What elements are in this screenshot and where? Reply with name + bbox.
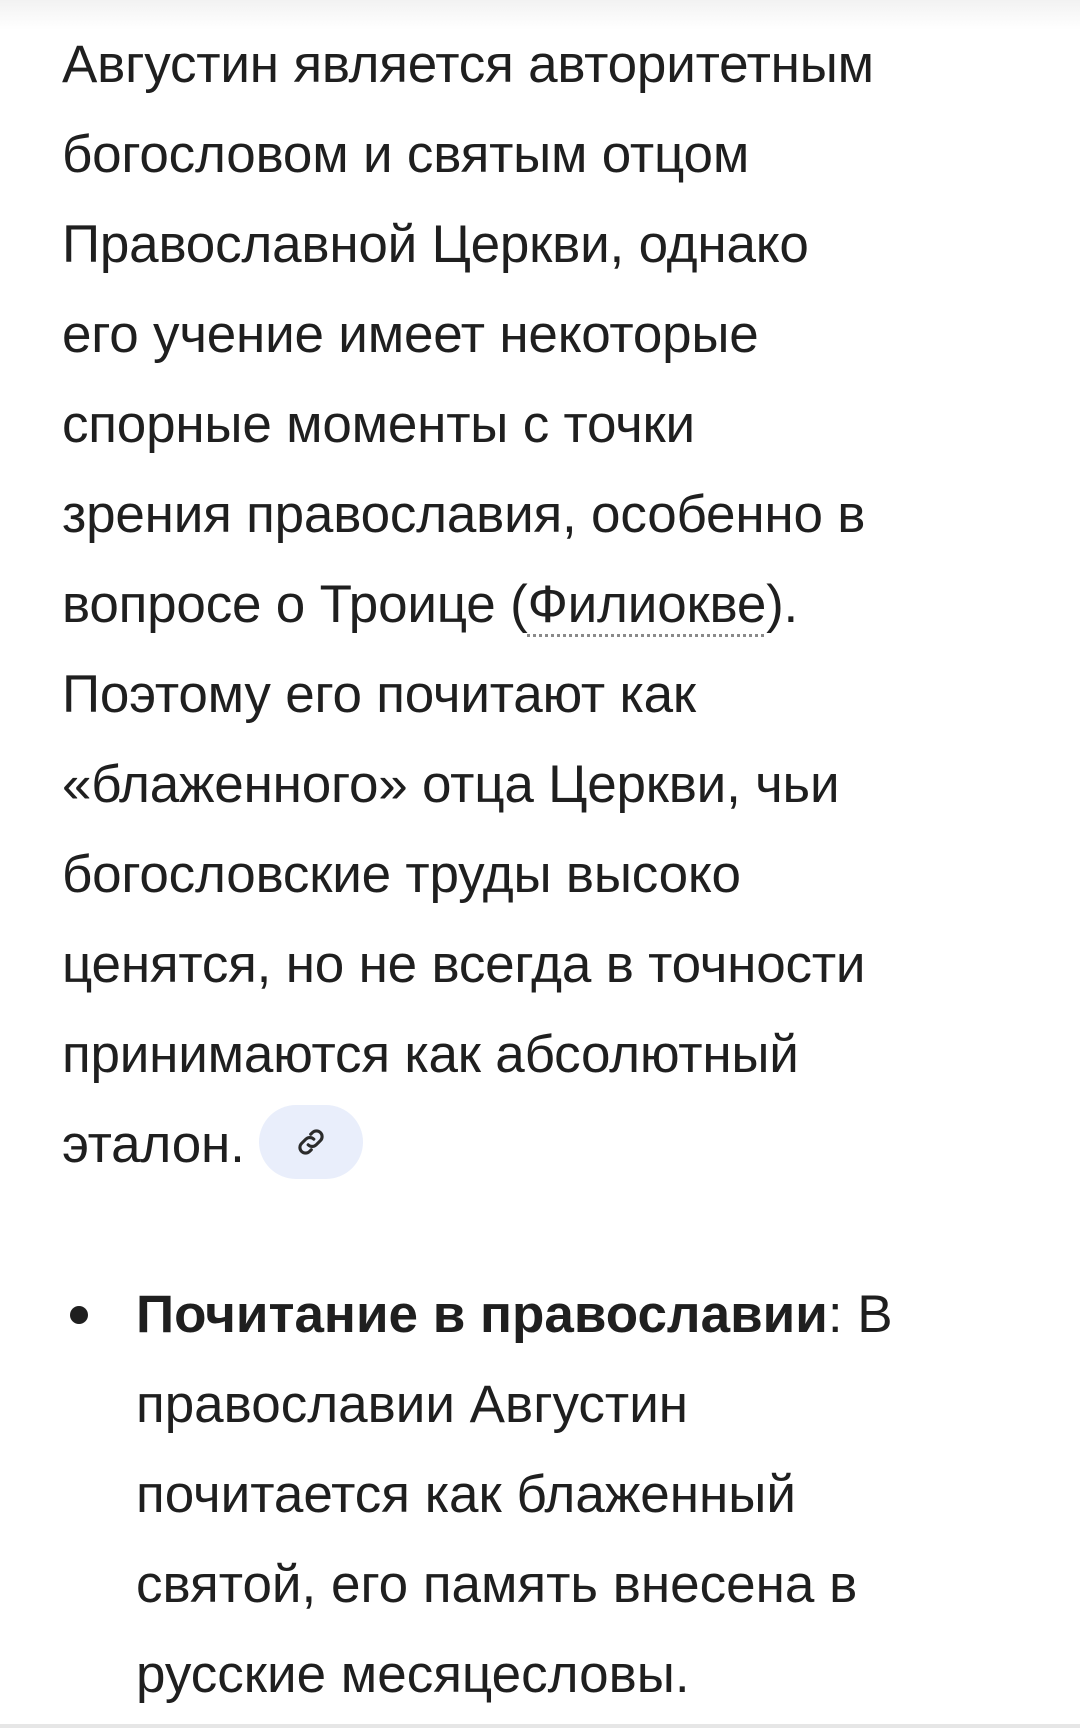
text-segment: ).: [766, 575, 799, 634]
paragraph-line: его учение имеет некоторые: [62, 305, 759, 364]
paragraph-line: принимаются как абсолютный: [62, 1025, 799, 1084]
list-item: [136, 1270, 1066, 1720]
paragraph-line: богословом и святым отцом: [62, 125, 750, 184]
paragraph-line: «блаженного» отца Церкви, чьи: [62, 755, 840, 814]
paragraph-line: [62, 1100, 1052, 1190]
list-item-heading: Почитание в православии: [136, 1285, 828, 1344]
list-item-line: русские месяцесловы.: [136, 1645, 690, 1704]
text-segment: вопросе о Троице (: [62, 575, 528, 634]
source-link-button[interactable]: [259, 1105, 363, 1179]
list-item-line: православии Августин: [136, 1375, 689, 1434]
paragraph-line: Августин является авторитетным: [62, 35, 874, 94]
paragraph-line: Православной Церкви, однако: [62, 215, 809, 274]
list-item-line: святой, его память внесена в: [136, 1555, 858, 1614]
list-item-line: почитается как блаженный: [136, 1465, 796, 1524]
list-item-first-line: [136, 1270, 1066, 1360]
text-segment: : В: [827, 1285, 893, 1344]
paragraph-line: зрения православия, особенно в: [62, 485, 866, 544]
text-segment: эталон.: [62, 1115, 245, 1174]
answer-paragraph: [62, 20, 1052, 1190]
paragraph-line: [62, 560, 1052, 650]
paragraph-line: богословские труды высоко: [62, 845, 741, 904]
link-icon: [294, 1125, 328, 1159]
bottom-divider: [0, 1724, 1080, 1728]
paragraph-line: спорные моменты с точки: [62, 395, 695, 454]
bullet-dot: [70, 1306, 88, 1324]
filioque-term-link[interactable]: Филиокве: [527, 575, 767, 634]
paragraph-line: Поэтому его почитают как: [62, 665, 696, 724]
paragraph-line: ценятся, но не всегда в точности: [62, 935, 866, 994]
